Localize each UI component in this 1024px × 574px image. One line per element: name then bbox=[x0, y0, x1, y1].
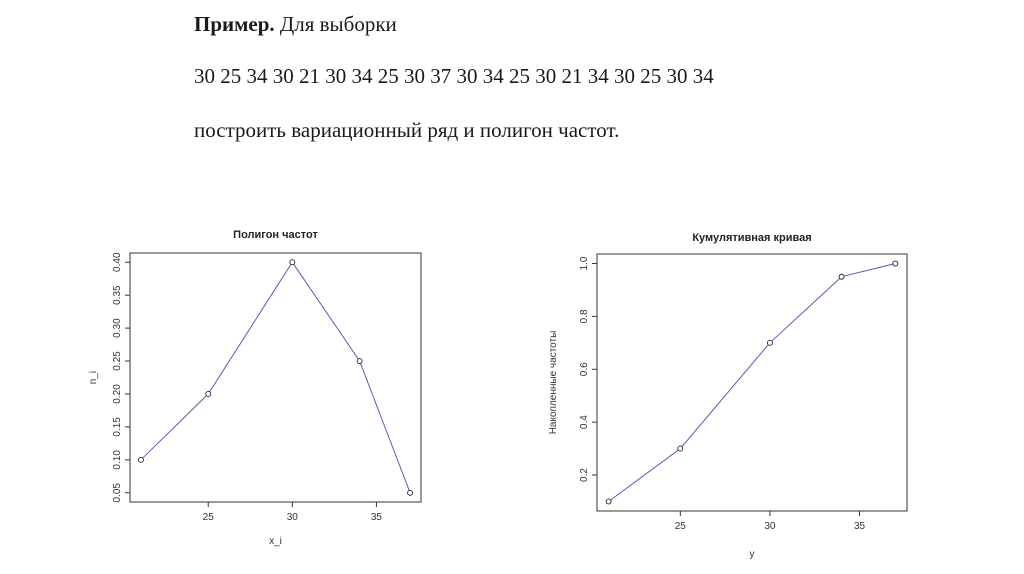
x-axis-label: x_i bbox=[269, 536, 282, 547]
y-tick-label: 0.40 bbox=[112, 252, 123, 272]
y-tick-label: 0.35 bbox=[112, 285, 123, 305]
data-point bbox=[893, 261, 898, 266]
x-axis-label: y bbox=[749, 549, 755, 560]
chart-title: Полигон частот bbox=[233, 229, 318, 241]
y-tick-label: 0.25 bbox=[112, 351, 123, 371]
problem-intro: Для выборки bbox=[279, 12, 397, 36]
y-tick-label: 0.15 bbox=[112, 417, 123, 437]
y-tick-label: 1.0 bbox=[579, 256, 590, 271]
x-tick-label: 35 bbox=[853, 521, 866, 532]
y-tick-label: 0.6 bbox=[579, 362, 590, 377]
x-tick-label: 30 bbox=[286, 512, 298, 523]
problem-task: построить вариационный ряд и полигон частот. bbox=[194, 118, 620, 142]
chart-title: Кумулятивная кривая bbox=[692, 232, 812, 244]
example-label: Пример. bbox=[194, 12, 275, 36]
series-line bbox=[609, 264, 896, 502]
sample-values: 30 25 34 30 21 30 34 25 30 37 30 34 25 30 21 34 30 25 30 34 bbox=[194, 64, 714, 88]
y-tick-label: 0.2 bbox=[579, 468, 590, 482]
y-tick-label: 0.20 bbox=[112, 384, 123, 404]
x-tick-label: 25 bbox=[202, 512, 214, 523]
y-tick-label: 0.8 bbox=[579, 309, 590, 324]
y-axis-label: Накопленные частоты bbox=[548, 330, 559, 435]
data-point bbox=[839, 274, 844, 279]
data-point bbox=[767, 340, 772, 345]
x-tick-label: 25 bbox=[674, 521, 686, 532]
data-point bbox=[606, 499, 611, 504]
y-axis-label: n_i bbox=[88, 370, 99, 385]
plot-frame bbox=[597, 254, 907, 511]
y-tick-label: 0.30 bbox=[112, 318, 123, 338]
y-tick-label: 0.05 bbox=[112, 483, 123, 503]
x-tick-label: 30 bbox=[764, 521, 776, 532]
y-tick-label: 0.4 bbox=[579, 415, 590, 430]
y-tick-label: 0.10 bbox=[112, 450, 123, 470]
x-tick-label: 35 bbox=[370, 512, 382, 523]
data-point bbox=[678, 446, 683, 451]
